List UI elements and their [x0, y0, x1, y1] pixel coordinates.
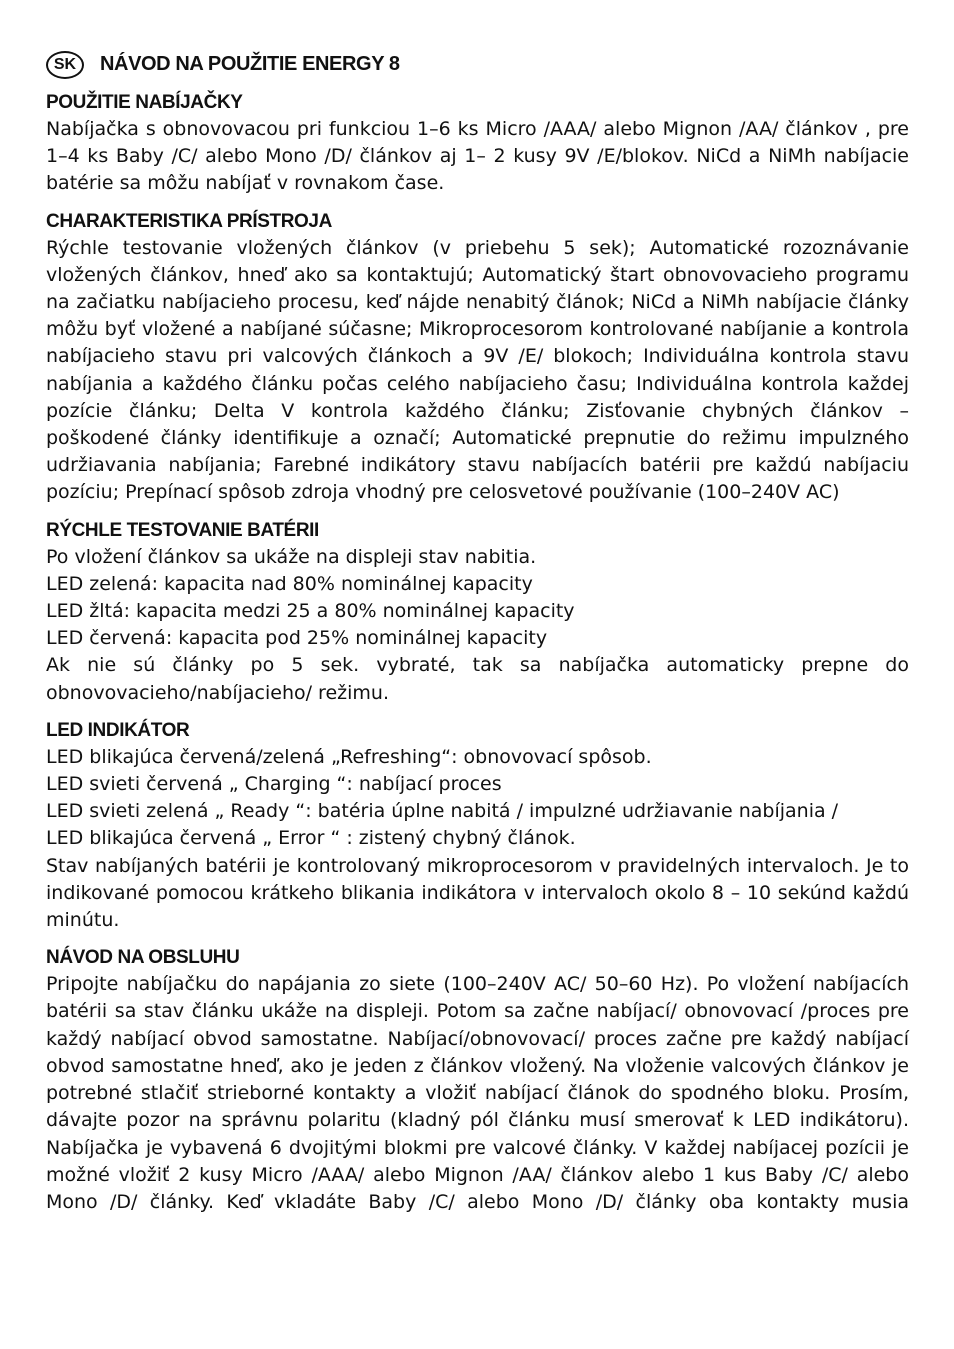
section-paragraph: Rýchle testovanie vložených článkov (v priebehu 5 sek); Automatické rozoznávanie vložených článkov, hneď ako sa kontaktujú; Automatický štart obnovovacieho programu na začiatku nabíjacieho procesu, keď nájde nenabitý článok; NiCd a NiMh nabíjacie články môžu byť vložené a nabíjané súčasne; Mikroprocesorom kontrolované nabíjanie a kontrola nabíjacieho stavu pri valcových článkoch a 9V /E/ blokoch; Individuálna kontrola stavu nabíjania a každého článku počas celého nabíjacieho času; Individuálna kontrola každej pozície článku; Delta V kontrola každého článku; Zisťovanie chybných článkov – poškodené články identifikuje a označí; Automatické prepnutie do režimu impulzného udržiavania nabíjania; Farebné indikátory stavu nabíjacích batérii pre každú nabíjaciu pozíciu; Prepínací spôsob zdroja vhodný pre celosvetové používanie (100–240V AC): [46, 236, 909, 504]
language-badge: SK: [46, 51, 84, 79]
section-heading: POUŽITIE NABÍJAČKY: [46, 92, 243, 113]
text-line: LED blikajúca červená „ Error “ : zistený chybný článok.: [46, 827, 576, 850]
text-line: LED zelená: kapacita nad 80% nominálnej kapacity: [46, 572, 533, 595]
manual-page: [46, 48, 909, 1227]
section-characteristics: [46, 209, 909, 507]
section-heading: NÁVOD NA OBSLUHU: [46, 947, 240, 969]
section-paragraph: Stav nabíjaných batérii je kontrolovaný mikroprocesorom v pravidelných intervaloch. Je to indikované pomocou krátkeho blikania indikátora v intervaloch okolo 8 – 10 sekúnd každú minútu.: [46, 854, 909, 932]
section-paragraph: LED svieti zelená „ Ready “: batéria úplne nabitá / impulzné udržiavanie nabíjania /: [46, 800, 839, 823]
section-paragraph: Nabíjačka s obnovovacou pri funkciou 1–6 ks Micro /AAA/ alebo Mignon /AA/ článkov , pre 1–4 ks Baby /C/ alebo Mono /D/ článkov aj 1– 2 kusy 9V /E/blokov. NiCd a NiMh nabíjacie batérie sa môžu nabíjať v rovnakom čase.: [46, 118, 909, 195]
text-line: Po vložení článkov sa ukáže na displeji stav nabitia.: [46, 545, 537, 568]
text-line: LED žltá: kapacita medzi 25 a 80% nominálnej kapacity: [46, 600, 575, 623]
section-heading: CHARAKTERISTIKA PRÍSTROJA: [46, 210, 332, 232]
section-paragraph: Ak nie sú články po 5 sek. vybraté, tak sa nabíjačka automaticky prepne do obnovovacieho/nabíjacieho/ režimu.: [46, 654, 909, 704]
section-heading: LED INDIKÁTOR: [46, 719, 190, 741]
text-line: LED svieti červená „ Charging “: nabíjací proces: [46, 773, 502, 796]
section-paragraph: Pripojte nabíjačku do napájania zo siete (100–240V AC/ 50–60 Hz). Po vložení nabíjacích batérii sa stav článku ukáže na displeji. Potom sa začne nabíjací/ obnovovací /proces pre každý nabíjací obvod samostatne. Nabíjací/obnovovací/ proces začne pre každý nabíjací obvod samostatne hneď, ako je jeden z článkov vložený. Na vloženie valcových článkov je potrebné stlačiť strieborné kontakty a vložiť nabíjací článok do spodného bloku. Prosím, dávajte pozor na správnu polaritu (kladný pól článku musí smerovať k LED indikátoru). Nabíjačka je vybavená 6 dvojitými blokmi pre valcové články. V každej nabíjacej pozícii je možné vložiť 2 kusy Micro /AAA/ alebo Mignon /AA/ článkov alebo 1 kus Baby /C/ alebo Mono /D/ články. Keď vkladáte Baby /C/ alebo Mono /D/ články oba kontakty musia: [46, 973, 909, 1213]
section-operation: [46, 945, 909, 1216]
text-line: LED blikajúca červená/zelená „Refreshing“: obnovovací spôsob.: [46, 745, 652, 768]
page-title: NÁVOD NA POUŽITIE ENERGY 8: [100, 53, 400, 76]
section-quick-test: [46, 518, 909, 707]
title-row: [46, 48, 909, 82]
section-led-indicator: [46, 718, 909, 934]
section-usage: [46, 90, 909, 198]
text-line: LED červená: kapacita pod 25% nominálnej kapacity: [46, 627, 548, 650]
section-heading: RÝCHLE TESTOVANIE BATÉRII: [46, 519, 319, 541]
